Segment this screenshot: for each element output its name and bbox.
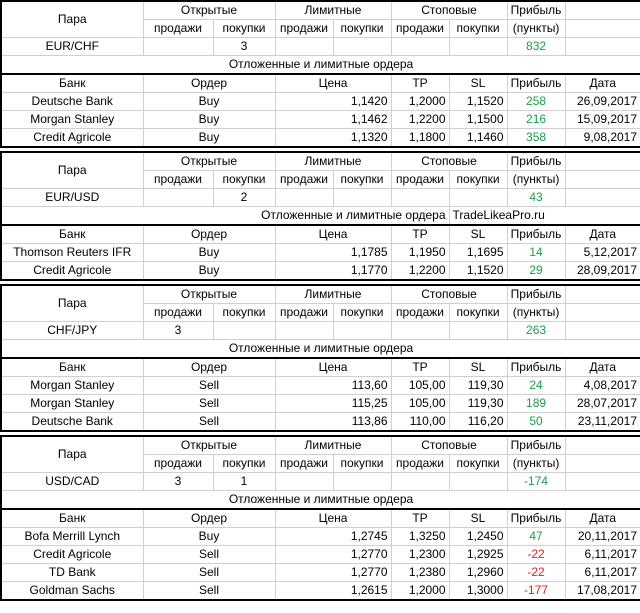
order-bank: Thomson Reuters IFR [1,244,143,262]
bank-header: Банк [1,358,143,377]
stop-sells-value [391,473,449,491]
date-header: Дата [565,509,640,528]
tp-header: TP [391,225,449,244]
limit-sells-header: продажи [275,171,333,189]
pending-title: Отложенные и лимитные ордера [1,340,640,359]
order-sl: 1,2450 [449,528,507,546]
stop-header: Стоповые [391,152,507,171]
blank-cell [565,20,640,38]
pair-profit-value: 832 [507,38,565,56]
profit-header: Прибыль [507,358,565,377]
pair-profit-value: 43 [507,189,565,207]
blank-cell [565,171,640,189]
blank-cell [565,285,640,304]
order-price: 1,2615 [275,582,391,601]
open-header: Открытые [143,285,275,304]
limit-sells-value [275,322,333,340]
open-sells-value [143,189,213,207]
profit-header: Прибыль [507,152,565,171]
date-header: Дата [565,225,640,244]
order-profit: 14 [507,244,565,262]
order-bank: Deutsche Bank [1,413,143,432]
limit-buys-value [333,322,391,340]
order-type: Sell [143,582,275,601]
order-profit: 29 [507,262,565,281]
price-header: Цена [275,509,391,528]
open-sells-header: продажи [143,455,213,473]
stop-sells-value [391,38,449,56]
pending-title-row [1,207,640,226]
order-row [1,528,640,546]
order-tp: 105,00 [391,377,449,395]
pending-title-row [1,491,640,510]
blank-cell [565,1,640,20]
limit-sells-header: продажи [275,20,333,38]
open-sells-header: продажи [143,20,213,38]
order-row [1,582,640,601]
blank-cell [565,38,640,56]
order-price: 1,1420 [275,93,391,111]
pair-header: Пара [1,152,143,189]
blank-cell [565,189,640,207]
points-header: (пункты) [507,171,565,189]
stop-buys-value [449,38,507,56]
blank-cell [565,304,640,322]
price-header: Цена [275,74,391,93]
order-row [1,111,640,129]
open-sells-header: продажи [143,171,213,189]
limit-header: Лимитные [275,285,391,304]
order-price: 1,1770 [275,262,391,281]
orders-header-row [1,225,640,244]
order-sl: 116,20 [449,413,507,432]
blank-cell [565,322,640,340]
sl-header: SL [449,358,507,377]
order-sl: 1,3000 [449,582,507,601]
order-date: 23,11,2017 [565,413,640,432]
pending-title: Отложенные и лимитные ордера [1,207,449,226]
stop-buys-value [449,322,507,340]
order-tp: 1,2000 [391,582,449,601]
order-sl: 1,1520 [449,93,507,111]
date-header: Дата [565,358,640,377]
order-profit: -22 [507,564,565,582]
orders-header-row [1,509,640,528]
profit-header: Прибыль [507,1,565,20]
pair-profit-value: 263 [507,322,565,340]
pair-values-row [1,189,640,207]
table-body [1,1,640,600]
stop-sells-value [391,322,449,340]
orders-header-row [1,74,640,93]
open-header: Открытые [143,152,275,171]
tp-header: TP [391,509,449,528]
open-sells-value [143,38,213,56]
limit-buys-header: покупки [333,20,391,38]
order-row [1,395,640,413]
limit-buys-value [333,473,391,491]
open-sells-value: 3 [143,473,213,491]
order-price: 1,1320 [275,129,391,148]
order-date: 20,11,2017 [565,528,640,546]
open-buys-value [213,322,275,340]
limit-sells-value [275,189,333,207]
order-price: 1,1785 [275,244,391,262]
order-row [1,262,640,281]
order-tp: 1,2200 [391,262,449,281]
order-tp: 1,2200 [391,111,449,129]
pair-header-row [1,152,640,171]
order-price: 115,25 [275,395,391,413]
order-header: Ордер [143,358,275,377]
order-date: 26,09,2017 [565,93,640,111]
bank-header: Банк [1,74,143,93]
order-profit: 216 [507,111,565,129]
stop-buys-header: покупки [449,304,507,322]
stop-header: Стоповые [391,285,507,304]
open-sells-value: 3 [143,322,213,340]
open-header: Открытые [143,1,275,20]
order-tp: 1,2000 [391,93,449,111]
stop-buys-value [449,189,507,207]
pending-title: Отложенные и лимитные ордера [1,491,640,510]
stop-buys-value [449,473,507,491]
pending-title: Отложенные и лимитные ордера [1,56,640,75]
order-sl: 119,30 [449,395,507,413]
order-header: Ордер [143,74,275,93]
order-profit: 24 [507,377,565,395]
pair-values-row [1,473,640,491]
order-price: 1,2745 [275,528,391,546]
order-bank: Morgan Stanley [1,377,143,395]
open-buys-header: покупки [213,20,275,38]
order-price: 1,2770 [275,546,391,564]
order-row [1,564,640,582]
order-sl: 1,1460 [449,129,507,148]
open-buys-value: 3 [213,38,275,56]
order-type: Sell [143,546,275,564]
stop-sells-header: продажи [391,304,449,322]
order-tp: 1,2300 [391,546,449,564]
open-buys-header: покупки [213,171,275,189]
bank-header: Банк [1,509,143,528]
order-type: Sell [143,564,275,582]
tp-header: TP [391,74,449,93]
order-type: Sell [143,413,275,432]
order-row [1,413,640,432]
date-header: Дата [565,74,640,93]
profit-header: Прибыль [507,285,565,304]
order-tp: 1,1800 [391,129,449,148]
price-header: Цена [275,358,391,377]
blank-cell [565,455,640,473]
order-date: 6,11,2017 [565,546,640,564]
order-type: Buy [143,244,275,262]
order-date: 15,09,2017 [565,111,640,129]
order-bank: Credit Agricole [1,129,143,148]
limit-sells-header: продажи [275,304,333,322]
stop-buys-header: покупки [449,20,507,38]
order-type: Sell [143,377,275,395]
order-bank: Goldman Sachs [1,582,143,601]
pair-header-row [1,436,640,455]
order-profit: 358 [507,129,565,148]
pair-header: Пара [1,285,143,322]
limit-sells-value [275,38,333,56]
watermark: TradeLikeaPro.ru [449,207,640,226]
order-row [1,129,640,148]
limit-buys-value [333,38,391,56]
order-bank: Morgan Stanley [1,395,143,413]
open-buys-header: покупки [213,455,275,473]
order-type: Sell [143,395,275,413]
pair-values-row [1,38,640,56]
sl-header: SL [449,74,507,93]
pending-title-row [1,340,640,359]
stop-sells-header: продажи [391,20,449,38]
pair-name: USD/CAD [1,473,143,491]
stop-sells-header: продажи [391,171,449,189]
order-tp: 1,2380 [391,564,449,582]
order-bank: TD Bank [1,564,143,582]
order-date: 4,08,2017 [565,377,640,395]
profit-header: Прибыль [507,74,565,93]
order-bank: Deutsche Bank [1,93,143,111]
order-bank: Credit Agricole [1,546,143,564]
order-profit: 189 [507,395,565,413]
pair-header: Пара [1,436,143,473]
order-sl: 1,1695 [449,244,507,262]
order-bank: Morgan Stanley [1,111,143,129]
order-date: 17,08,2017 [565,582,640,601]
points-header: (пункты) [507,304,565,322]
order-row [1,546,640,564]
sl-header: SL [449,509,507,528]
order-date: 28,09,2017 [565,262,640,281]
stop-buys-header: покупки [449,171,507,189]
order-type: Buy [143,111,275,129]
blank-cell [565,152,640,171]
open-buys-header: покупки [213,304,275,322]
points-header: (пункты) [507,20,565,38]
order-profit: 258 [507,93,565,111]
order-price: 113,86 [275,413,391,432]
limit-buys-header: покупки [333,304,391,322]
limit-header: Лимитные [275,1,391,20]
blank-cell [565,473,640,491]
stop-sells-header: продажи [391,455,449,473]
order-type: Buy [143,129,275,148]
pair-header-row [1,285,640,304]
pair-name: EUR/CHF [1,38,143,56]
order-profit: 50 [507,413,565,432]
order-row [1,93,640,111]
profit-header: Прибыль [507,225,565,244]
profit-header: Прибыль [507,436,565,455]
pair-header-row [1,1,640,20]
order-price: 1,1462 [275,111,391,129]
limit-header: Лимитные [275,152,391,171]
open-buys-value: 2 [213,189,275,207]
limit-sells-header: продажи [275,455,333,473]
order-header: Ордер [143,225,275,244]
order-date: 5,12,2017 [565,244,640,262]
pair-name: CHF/JPY [1,322,143,340]
order-tp: 1,3250 [391,528,449,546]
limit-sells-value [275,473,333,491]
order-price: 113,60 [275,377,391,395]
order-tp: 110,00 [391,413,449,432]
pair-values-row [1,322,640,340]
open-sells-header: продажи [143,304,213,322]
order-profit: 47 [507,528,565,546]
order-sl: 1,2960 [449,564,507,582]
limit-buys-header: покупки [333,171,391,189]
order-bank: Bofa Merrill Lynch [1,528,143,546]
order-profit: -22 [507,546,565,564]
price-header: Цена [275,225,391,244]
tp-header: TP [391,358,449,377]
order-sl: 1,1520 [449,262,507,281]
stop-header: Стоповые [391,1,507,20]
order-type: Buy [143,262,275,281]
profit-header: Прибыль [507,509,565,528]
open-header: Открытые [143,436,275,455]
sl-header: SL [449,225,507,244]
stop-buys-header: покупки [449,455,507,473]
order-row [1,244,640,262]
bank-header: Банк [1,225,143,244]
order-row [1,377,640,395]
order-type: Buy [143,93,275,111]
order-sl: 1,2925 [449,546,507,564]
order-header: Ордер [143,509,275,528]
order-price: 1,2770 [275,564,391,582]
orders-header-row [1,358,640,377]
pair-name: EUR/USD [1,189,143,207]
order-profit: -177 [507,582,565,601]
limit-buys-header: покупки [333,455,391,473]
order-type: Buy [143,528,275,546]
points-header: (пункты) [507,455,565,473]
pair-header: Пара [1,1,143,38]
order-date: 6,11,2017 [565,564,640,582]
stop-header: Стоповые [391,436,507,455]
order-sl: 1,1500 [449,111,507,129]
order-tp: 105,00 [391,395,449,413]
order-date: 28,07,2017 [565,395,640,413]
order-date: 9,08,2017 [565,129,640,148]
order-bank: Credit Agricole [1,262,143,281]
order-tp: 1,1950 [391,244,449,262]
limit-header: Лимитные [275,436,391,455]
stop-sells-value [391,189,449,207]
pair-profit-value: -174 [507,473,565,491]
blank-cell [565,436,640,455]
order-sl: 119,30 [449,377,507,395]
pending-title-row [1,56,640,75]
open-buys-value: 1 [213,473,275,491]
limit-buys-value [333,189,391,207]
